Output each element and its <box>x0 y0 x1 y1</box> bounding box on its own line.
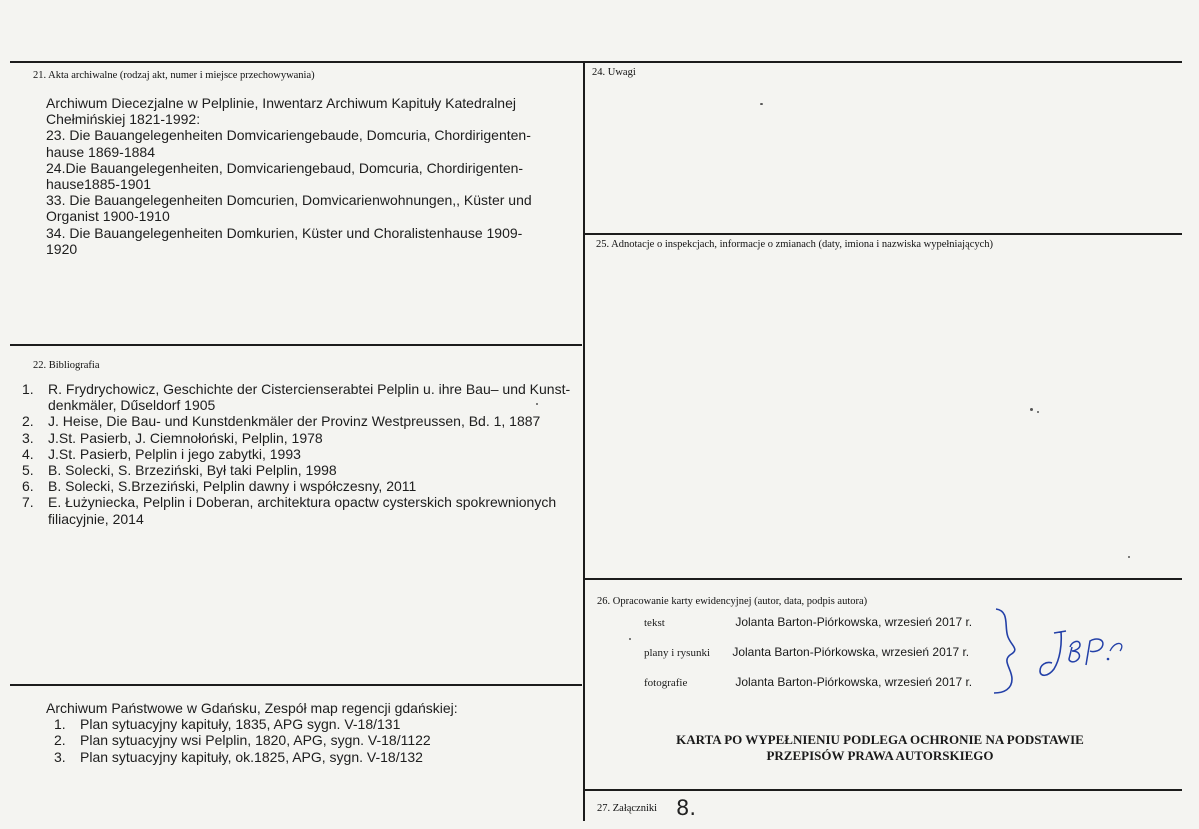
section-27-label: 27. Załączniki <box>597 803 658 814</box>
top-border <box>10 61 1182 63</box>
author-row-plans <box>644 645 969 659</box>
list-item: 6. B. Solecki, S.Brzeziński, Pelplin dawny i współczesny, 2011 <box>22 478 417 495</box>
list-item: 3. J.St. Pasierb, J. Ciemnołoński, Pelplin, 1978 <box>22 429 323 446</box>
scan-speck <box>1037 411 1039 413</box>
list-item: 3. Plan sytuacyjny kapituły, ok.1825, APG, sygn. V-18/132 <box>54 748 423 765</box>
signature-mark <box>1036 625 1128 687</box>
section-26-label: 26. Opracowanie karty ewidencyjnej (autor, data, podpis autora) <box>597 596 868 607</box>
section-24-label: 24. Uwagi <box>592 67 636 78</box>
map-archive-content <box>46 700 458 765</box>
archive-line: hause1885-1901 <box>46 176 152 193</box>
scan-speck <box>536 403 538 405</box>
list-item: 2. J. Heise, Die Bau- und Kunstdenkmäler der Provinz Westpreussen, Bd. 1, 1887 <box>22 413 541 430</box>
list-item: 7. E. Łużyniecka, Pelplin i Doberan, architektura opactw cysterskich spokrewnionych filiacyjnie, 2014 <box>22 494 557 527</box>
section-22-label: 22. Bibliografia <box>33 360 100 371</box>
copyright-line: KARTA PO WYPEŁNIENIU PODLEGA OCHRONIE NA PODSTAWIE <box>676 732 1084 747</box>
archive-line: 24.Die Bauangelegenheiten, Domvicariengebaud, Domcuria, Chordirigenten- <box>46 159 524 176</box>
divider-21-22 <box>10 344 582 346</box>
archive-line: 1920 <box>46 240 78 257</box>
copyright-notice <box>600 732 1160 764</box>
archive-line: 34. Die Bauangelegenheiten Domkurien, Küster und Choralistenhause 1909- <box>46 224 523 241</box>
archive-line: Archiwum Diecezjalne w Pelplinie, Inwentarz Archiwum Kapituły Katedralnej <box>46 95 516 111</box>
brace-mark <box>990 605 1030 697</box>
section-21-label: 21. Akta archiwalne (rodzaj akt, numer i miejsce przechowywania) <box>33 70 315 81</box>
scan-speck <box>1128 556 1130 558</box>
archive-line: hause 1869-1884 <box>46 143 155 160</box>
author-row-key: plany i rysunki <box>644 647 710 659</box>
author-row-photos <box>644 675 972 689</box>
scan-speck <box>629 638 631 640</box>
list-item: 2. Plan sytuacyjny wsi Pelplin, 1820, APG, sygn. V-18/1122 <box>54 732 431 749</box>
archive-line: Chełmińskiej 1821-1992: <box>46 111 201 128</box>
vertical-divider <box>583 61 585 821</box>
archive-line: 23. Die Bauangelegenheiten Domvicariengebaude, Domcuria, Chordirigenten- <box>46 127 531 144</box>
author-row-value: Jolanta Barton-Piórkowska, wrzesień 2017 r. <box>735 615 973 629</box>
archive-line: Organist 1900-1910 <box>46 208 170 225</box>
author-row-text <box>644 615 972 629</box>
list-item: 1. Plan sytuacyjny kapituły, 1835, APG sygn. V-18/131 <box>54 716 401 733</box>
section-21-content <box>46 95 532 257</box>
divider-26-27 <box>585 789 1182 791</box>
bibliography-list <box>22 381 570 527</box>
divider-25-26 <box>585 578 1182 580</box>
author-row-key: tekst <box>644 617 665 629</box>
divider-22-23 <box>10 684 582 686</box>
list-item: 5. B. Solecki, S. Brzeziński, Był taki Pelplin, 1998 <box>22 462 337 479</box>
map-archive-heading: Archiwum Państwowe w Gdańsku, Zespół map regencji gdańskiej: <box>46 700 458 716</box>
attachments-count: 8. <box>676 796 697 820</box>
list-item: 4. J.St. Pasierb, Pelplin i jego zabytki, 1993 <box>22 445 301 462</box>
scan-speck <box>760 103 763 105</box>
divider-24-25 <box>585 233 1182 235</box>
scan-speck <box>1030 408 1033 411</box>
author-row-value: Jolanta Barton-Piórkowska, wrzesień 2017 r. <box>735 675 973 689</box>
author-row-key: fotografie <box>644 677 688 689</box>
archive-line: 33. Die Bauangelegenheiten Domcurien, Domvicarienwohnungen,, Küster und <box>46 192 532 209</box>
author-row-value: Jolanta Barton-Piórkowska, wrzesień 2017 r. <box>732 645 970 659</box>
copyright-line: PRZEPISÓW PRAWA AUTORSKIEGO <box>766 748 994 763</box>
section-25-label: 25. Adnotacje o inspekcjach, informacje o zmianach (daty, imiona i nazwiska wypełniających) <box>596 239 994 250</box>
list-item: 1. R. Frydrychowicz, Geschichte der Cistercienserabtei Pelplin u. ihre Bau– und Kunst- denkmäler, Dűseldorf 1905 <box>22 381 571 414</box>
